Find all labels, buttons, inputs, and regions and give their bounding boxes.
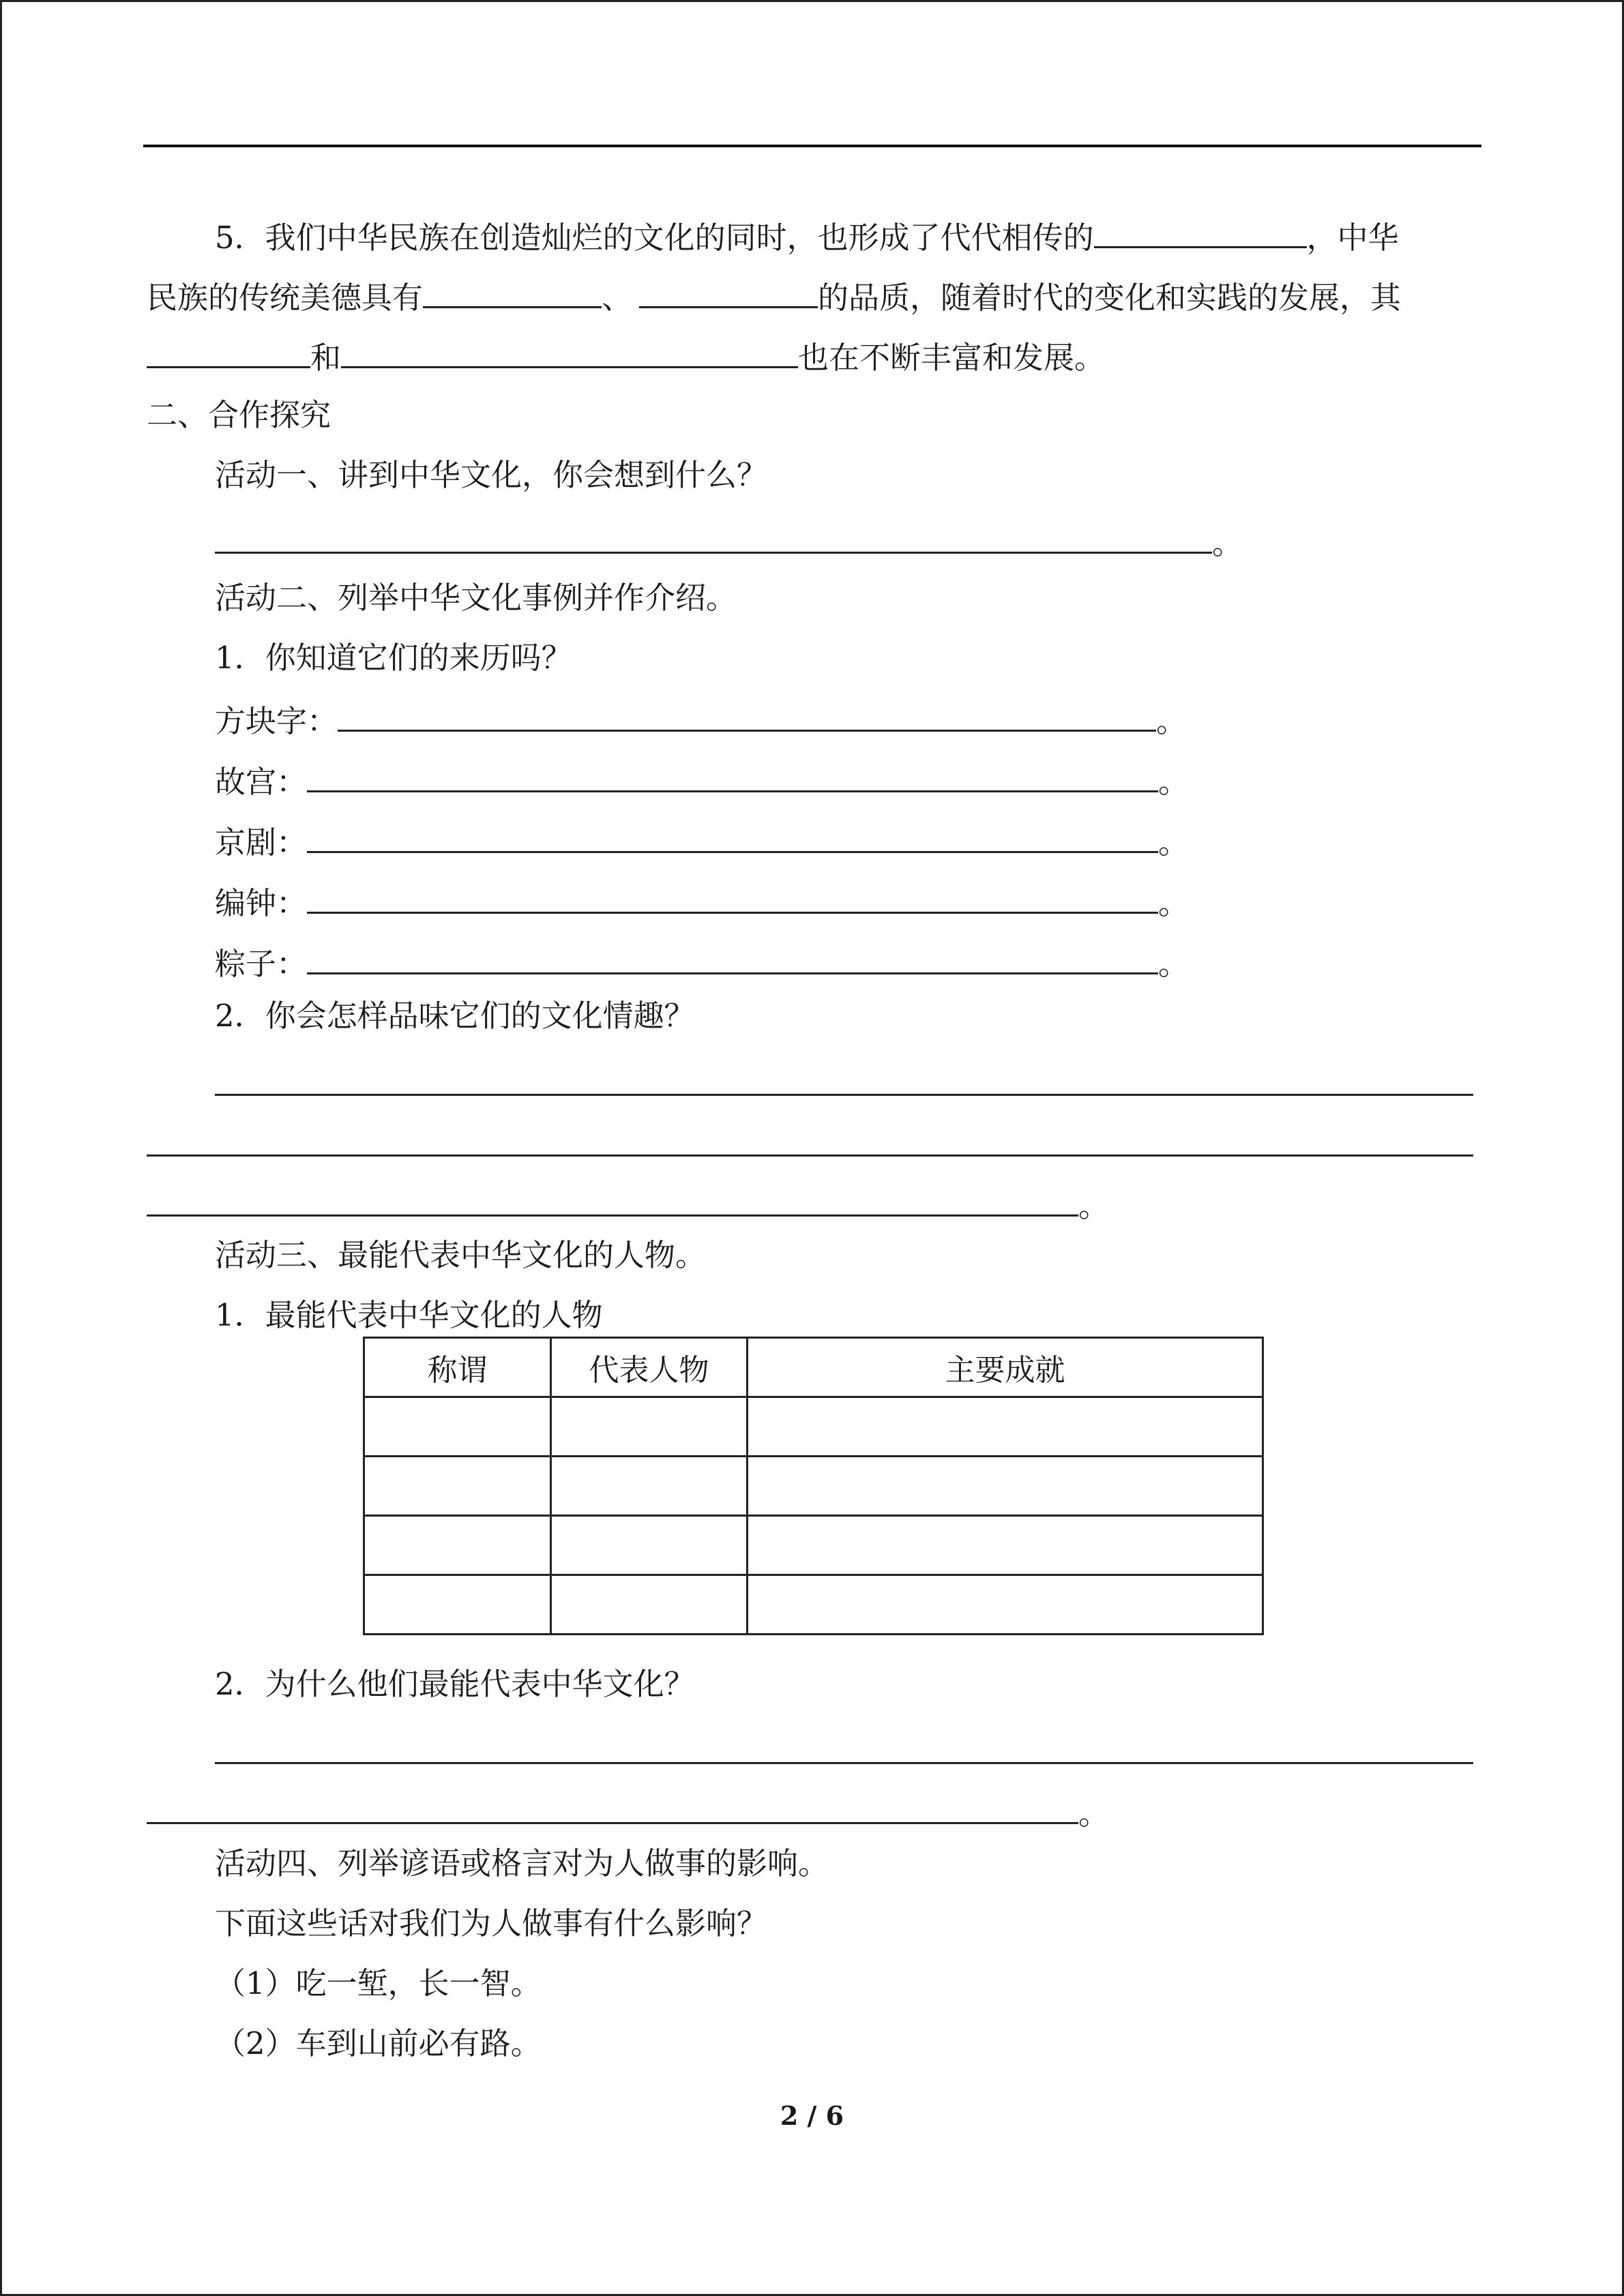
table-cell[interactable]: [364, 1516, 551, 1575]
q5-text-3b: 也在不断丰富和发展。: [798, 340, 1106, 376]
period: 。: [1212, 525, 1243, 561]
item-fangkuaizi: [215, 698, 1187, 742]
table-cell[interactable]: [748, 1397, 1263, 1457]
table-cell[interactable]: [748, 1516, 1263, 1575]
activity-2-q2: 2．你会怎样品味它们的文化情趣？: [215, 998, 695, 1034]
q5-text-2b: 、: [602, 280, 633, 316]
activity-3-q1: 1．最能代表中华文化的人物: [215, 1297, 603, 1333]
table-cell[interactable]: [364, 1575, 551, 1635]
activity-3-title: 活动三、最能代表中华文化的人物。: [215, 1237, 707, 1273]
table-header-cell: 主要成就: [748, 1338, 1263, 1397]
activity-2-title: 活动二、列举中华文化事例并作介绍。: [215, 580, 737, 616]
answer-line[interactable]: [147, 1154, 1473, 1157]
period: 。: [1158, 946, 1190, 982]
figures-table: [363, 1337, 1264, 1635]
item-label: 故宫：: [215, 764, 308, 800]
q5-line-1: [215, 215, 1399, 258]
saying-2: （2）车到山前必有路。: [215, 2025, 542, 2061]
answer-line[interactable]: [215, 520, 1212, 554]
item-label: 粽子：: [215, 946, 308, 982]
table-cell[interactable]: [748, 1457, 1263, 1516]
table-cell[interactable]: [748, 1575, 1263, 1635]
item-jingju: [215, 820, 1189, 863]
period: 。: [1158, 824, 1190, 861]
table-cell[interactable]: [551, 1575, 748, 1635]
q5-text-1b: ，中华: [1306, 220, 1399, 256]
activity-3-q2: 2．为什么他们最能代表中华文化？: [215, 1666, 695, 1702]
answer-blank[interactable]: [639, 275, 818, 308]
answer-line[interactable]: [307, 880, 1158, 914]
period: 。: [1078, 1795, 1110, 1832]
q5-line-3: [147, 335, 1105, 378]
page-number: 2 / 6: [780, 2100, 844, 2131]
table-header-cell: 称谓: [364, 1338, 551, 1397]
answer-line[interactable]: [215, 1762, 1473, 1764]
q5-line-2: [147, 275, 1401, 318]
q5-text-2c: 的品质，随着时代的变化和实践的发展，其: [818, 280, 1402, 316]
table-cell[interactable]: [551, 1457, 748, 1516]
answer-line[interactable]: [147, 1183, 1078, 1217]
answer-blank[interactable]: [341, 335, 798, 368]
activity-3-answer-end: [147, 1791, 1109, 1834]
item-bianzhong: [215, 880, 1189, 924]
q5-text-1a: 5．我们中华民族在创造灿烂的文化的同时，也形成了代代相传的: [215, 220, 1094, 256]
item-label: 京剧：: [215, 824, 308, 861]
activity-1-title: 活动一、讲到中华文化，你会想到什么？: [215, 457, 768, 493]
table-cell[interactable]: [364, 1457, 551, 1516]
item-gugong: [215, 759, 1189, 803]
activity-2-q1: 1．你知道它们的来历吗？: [215, 640, 572, 676]
table-row: [364, 1575, 1263, 1635]
table-cell[interactable]: [551, 1516, 748, 1575]
table-cell[interactable]: [551, 1397, 748, 1457]
answer-line[interactable]: [307, 820, 1158, 853]
activity-2-answer-end: [147, 1183, 1109, 1227]
answer-line[interactable]: [307, 759, 1158, 792]
answer-line[interactable]: [338, 698, 1156, 732]
period: 。: [1078, 1188, 1110, 1224]
answer-blank[interactable]: [423, 275, 602, 308]
activity-4-prompt: 下面这些话对我们为人做事有什么影响？: [215, 1905, 768, 1941]
answer-line[interactable]: [147, 1791, 1078, 1824]
period: 。: [1158, 764, 1190, 800]
item-label: 方块字：: [215, 703, 338, 739]
table-header-row: [364, 1338, 1263, 1397]
q5-text-2a: 民族的传统美德具有: [147, 280, 424, 316]
item-label: 编钟：: [215, 885, 308, 921]
activity-1-answer: [215, 520, 1243, 564]
section-title: 二、合作探究: [147, 397, 331, 433]
header-rule: [143, 145, 1481, 147]
saying-1: （1）吃一堑，长一智。: [215, 1965, 542, 2001]
q5-text-3a: 和: [310, 340, 342, 376]
table-row: [364, 1397, 1263, 1457]
table-cell[interactable]: [364, 1397, 551, 1457]
answer-line[interactable]: [215, 1094, 1473, 1096]
table-header-cell: 代表人物: [551, 1338, 748, 1397]
answer-line[interactable]: [307, 941, 1158, 974]
answer-blank[interactable]: [1094, 215, 1307, 248]
period: 。: [1156, 703, 1187, 739]
item-zongzi: [215, 941, 1189, 985]
activity-4-title: 活动四、列举谚语或格言对为人做事的影响。: [215, 1845, 829, 1881]
answer-blank[interactable]: [147, 335, 310, 368]
period: 。: [1158, 885, 1190, 921]
table-row: [364, 1457, 1263, 1516]
table-row: [364, 1516, 1263, 1575]
